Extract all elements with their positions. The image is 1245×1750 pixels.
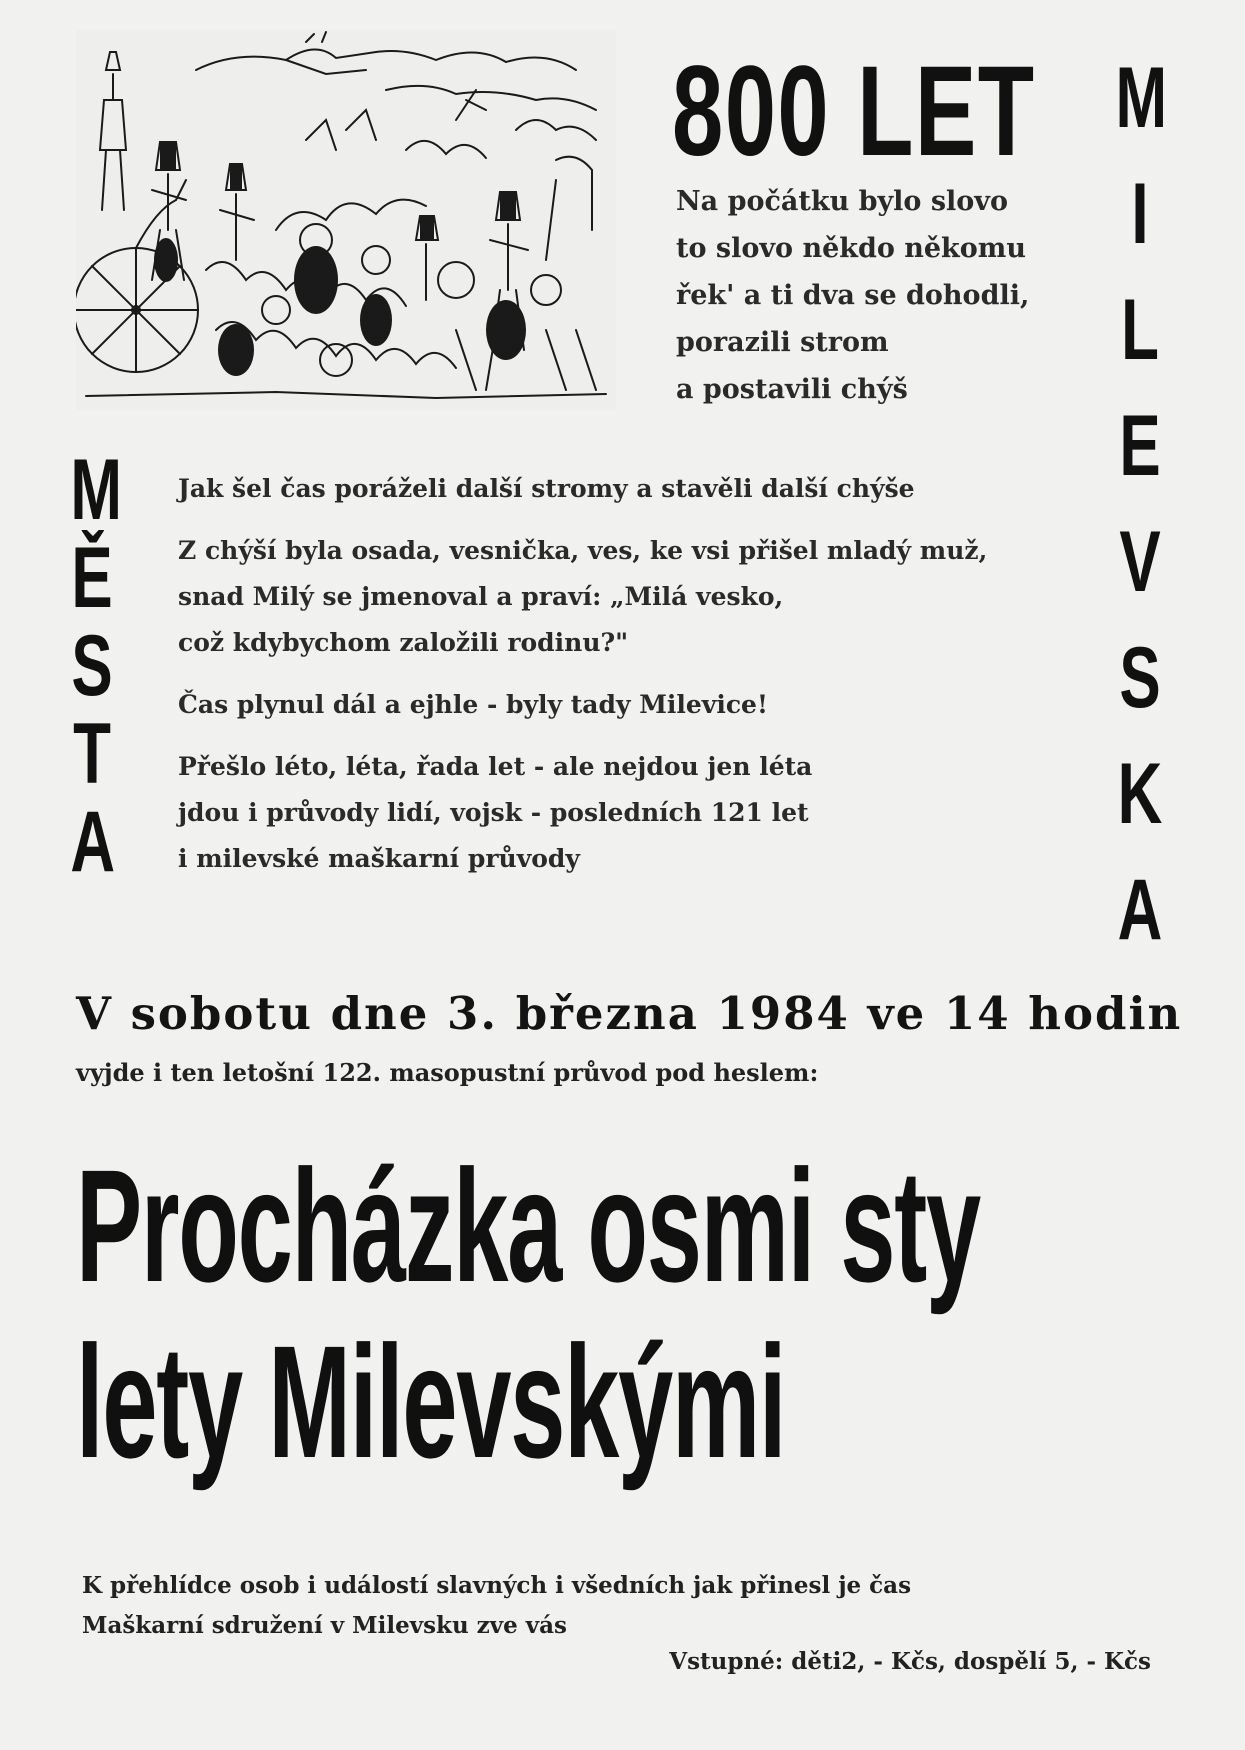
footer-line: K přehlídce osob i událostí slavných i všedních jak přinesl je čas xyxy=(82,1572,912,1599)
event-sub-line: vyjde i ten letošní 122. masopustní průvod pod heslem: xyxy=(76,1058,819,1087)
vertical-letter: K xyxy=(1117,746,1163,842)
history-text xyxy=(178,466,1058,898)
motto xyxy=(76,1138,980,1490)
text-line: Čas plynul dál a ejhle - byly tady Milevice! xyxy=(178,690,768,719)
paragraph xyxy=(178,466,1058,512)
motto-line: Procházka osmi sty xyxy=(76,1136,980,1315)
vertical-letter: M xyxy=(1115,50,1168,146)
intro-line: porazili strom xyxy=(676,327,889,358)
intro-line: to slovo někdo někomu xyxy=(676,233,1026,264)
vertical-letter: S xyxy=(1119,630,1161,726)
text-line: Jak šel čas poráželi další stromy a stavěli další chýše xyxy=(178,474,915,503)
text-line: snad Milý se jmenoval a praví: „Milá vesko, xyxy=(178,582,784,611)
vertical-letter: Ě xyxy=(71,530,113,626)
vertical-letter: M xyxy=(70,442,122,538)
text-line: což kdybychom založili rodinu?" xyxy=(178,628,629,657)
admission-price: Vstupné: děti2, - Kčs, dospělí 5, - Kčs xyxy=(669,1648,1151,1675)
procession-illustration xyxy=(76,30,616,410)
event-date-line: V sobotu dne 3. března 1984 ve 14 hodin xyxy=(76,987,1183,1040)
vertical-letter: V xyxy=(1119,514,1161,610)
vertical-letter: L xyxy=(1121,282,1159,378)
invitation-footer xyxy=(82,1566,911,1646)
vertical-letter: A xyxy=(70,794,116,890)
intro-poem xyxy=(676,178,1029,413)
vertical-word-milevska xyxy=(1106,40,1174,968)
vertical-letter: I xyxy=(1131,166,1149,262)
motto-line: lety Milevskými xyxy=(76,1312,786,1491)
vertical-letter: E xyxy=(1119,398,1161,494)
text-line: i milevské maškarní průvody xyxy=(178,844,580,873)
text-line: jdou i průvody lidí, vojsk - posledních 121 let xyxy=(178,798,809,827)
paragraph xyxy=(178,528,1058,666)
vertical-word-mesta xyxy=(62,442,122,890)
procession-drawing xyxy=(76,30,616,410)
paragraph xyxy=(178,682,1058,728)
intro-line: a postavili chýš xyxy=(676,374,908,405)
vertical-letter: S xyxy=(71,618,113,714)
intro-line: řek' a ti dva se dohodli, xyxy=(676,280,1030,311)
vertical-letter: A xyxy=(1117,862,1163,958)
footer-line: Maškarní sdružení v Milevsku zve vás xyxy=(82,1612,567,1639)
headline-800-let: 800 LET xyxy=(672,40,1036,183)
text-line: Přešlo léto, léta, řada let - ale nejdou jen léta xyxy=(178,752,813,781)
paragraph xyxy=(178,744,1058,882)
text-line: Z chýší byla osada, vesnička, ves, ke vsi přišel mladý muž, xyxy=(178,536,988,565)
intro-line: Na počátku bylo slovo xyxy=(676,186,1009,217)
vertical-letter: T xyxy=(73,706,111,802)
